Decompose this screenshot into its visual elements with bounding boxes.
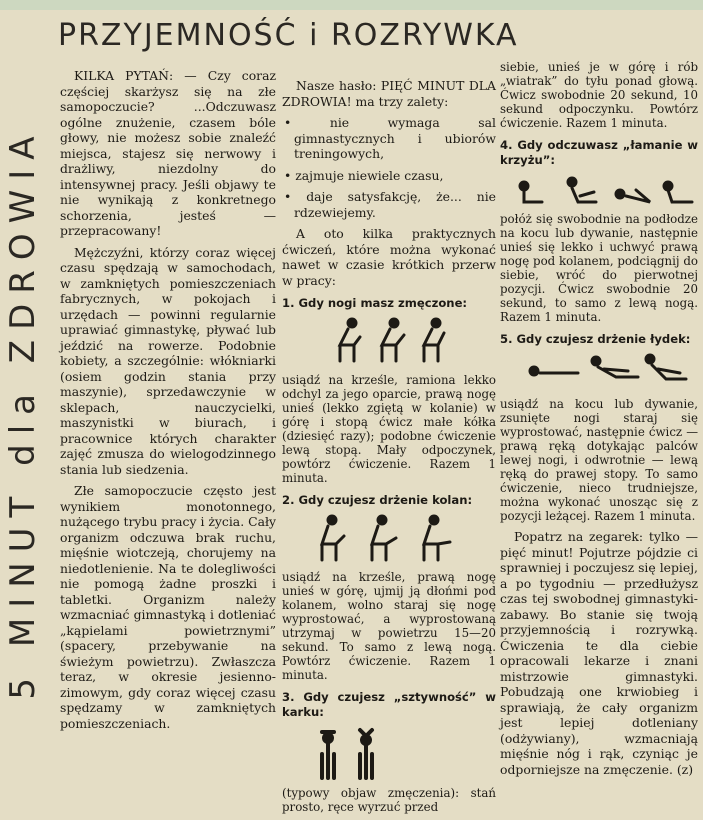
exercise-5-text: usiądź na kocu lub dywanie, zsunięte nogi staraj się wyprostować, następnie ćwicz — prawą ręką dotykając palców lewej nogi, i odwrotnie — lewą ręką do prawej stopy. To samo ćwiczenie, nieco trudniejsze, można wykonać unosząc się z pozycji leżącej. Razem 1 minuta. xyxy=(500,397,698,523)
exercise-3-heading: 3. Gdy czujesz „sztywność” w karku: xyxy=(282,690,496,719)
exercise-3-figure xyxy=(282,724,496,780)
exercise-intro: A oto kilka praktycznych ćwiczeń, które można wykonać nawet w czasie krótkich przerw w pracy: xyxy=(282,226,496,288)
paragraph-men-women: Mężczyźni, którzy coraz więcej czasu spędzają w samochodach, w zamkniętych pomieszczeniach fabrycznych, w pokojach i urzędach — powinni regularnie uprawiać gimnastykę, pływać lub jeździć na rowerze. Podobnie kobiety, a szczególnie: włókniarki (osiem godzin stania przy maszynie), sprzedawczynie w sklepach, nauczycielki, maszynistki w biurach, i pracownice których charakter zajęć zmusza do wielogodzinnego stania lub siedzenia. xyxy=(60,244,276,477)
side-title: 5 MINUT dla ZDROWIA xyxy=(3,126,43,700)
column-3 xyxy=(500,60,698,783)
exercise-5-figure xyxy=(500,351,698,391)
intro-questions: KILKA PYTAŃ: — Czy coraz częściej skarżysz się na złe samopoczucie? ...Odczuwasz ogólne znużenie, czasem bóle głowy, nie możesz sobie znaleźć miejsca, stajesz się nerwowy i drażliwy, niezdolny do intensywnej pracy. Jeśli objawy te nie wynikają z konkretnego schorzenia, jesteś — przepracowany! xyxy=(60,68,276,238)
exercise-3-text: (typowy objaw zmęczenia): stań prosto, ręce wyrzuć przed xyxy=(282,786,496,814)
exercise-4-text: połóż się swobodnie na podłodze na kocu lub dywanie, następnie unieś się lekko i uchwyć prawą nogę pod kolanem, podciągnij do siebie, wróć do pierwotnej pozycji. Ćwicz swobodnie 20 sekund, to samo z lewą nogą. Razem 1 minuta. xyxy=(500,212,698,324)
exercise-5-heading: 5. Gdy czujesz drżenie łydek: xyxy=(500,332,691,346)
exercise-4-figure xyxy=(500,172,698,206)
exercise-2-text: usiądź na krześle, prawą nogę unieś w górę, ujmij ją dłońmi pod kolanem, wolno staraj się nogę wyprostować, a wyprostowaną utrzymaj w powietrzu 15—20 sekund. To samo z lewą nogą. Powtórz ćwiczenie. Razem 1 minuta. xyxy=(282,570,496,682)
closing-paragraph: Popatrz na zegarek: tylko — pięć minut! Pojutrze pójdzie ci sprawniej i poczujesz się lepiej, a po tygodniu — przedłużysz czas tej swobodnej gimnastyki-zabawy. Bo stanie się twoją przyjemnością i rozrywką. Ćwiczenia te dla ciebie opracowali lekarze i znani mistrzowie gimnastyki. Pobudzają one krwiobieg i sprawiają, że cały organizm jest lepiej dotleniany (odżywiany), wzmacniają mięśnie nóg i rąk, czyniąc je odporniejsze na zmęczenie. (z) xyxy=(500,529,698,777)
column-1 xyxy=(60,68,276,737)
advantage-3: • daje satysfakcję, że... nie rdzewiejemy. xyxy=(284,189,496,220)
paragraph-wellbeing: Złe samopoczucie często jest wynikiem monotonnego, nużącego trybu pracy i życia. Cały organizm odczuwa brak ruchu, mięśnie wiotczeją, chorujemy na niedotlenienie. Na te dolegliwości nie pomogą żadne proszki i tabletki. Organizm należy wzmacniać gimnastyką i dotleniać „kąpielami powietrznymi” (spacery, przebywanie na świeżym powietrzu). Zwłaszcza teraz, w okresie jesienno-zimowym, gdy coraz więcej czasu spędzamy w zamkniętych pomieszczeniach. xyxy=(60,483,276,731)
page-title: PRZYJEMNOŚĆ i ROZRYWKA xyxy=(58,18,519,53)
exercise-1-heading: 1. Gdy nogi masz zmęczone: xyxy=(282,296,468,310)
motto-intro: Nasze hasło: PIĘĆ MINUT DLA ZDROWIA! ma trzy zalety: xyxy=(282,78,496,109)
advantage-2: • zajmuje niewiele czasu, xyxy=(284,167,444,183)
column-2 xyxy=(282,78,496,820)
exercise-2-heading: 2. Gdy czujesz drżenie kolan: xyxy=(282,493,473,507)
exercise-4-heading: 4. Gdy odczuwasz „łamanie w krzyżu”: xyxy=(500,138,698,167)
top-color-bar xyxy=(0,0,703,10)
advantage-1: • nie wymaga sal gimnastycznych i ubiorów treningowych, xyxy=(284,115,496,161)
exercise-1-text: usiądź na krześle, ramiona lekko odchyl za jego oparcie, prawą nogę unieś (lekko zgiętą w kolanie) w górę i stopą ćwicz małe kółka (dziesięć razy); podobne ćwiczenie lewą stopą. Mały odpoczynek, powtórz ćwiczenie. Razem 1 minuta. xyxy=(282,373,496,485)
exercise-1-figure xyxy=(282,315,496,367)
exercise-3-continued: siebie, unieś je w górę i rób „wiatrak” do tyłu ponad głową. Ćwicz swobodnie 20 sekund, 10 sekund odpoczynku. Powtórz ćwiczenie. Razem 1 minuta. xyxy=(500,60,698,130)
exercise-2-figure xyxy=(282,512,496,564)
